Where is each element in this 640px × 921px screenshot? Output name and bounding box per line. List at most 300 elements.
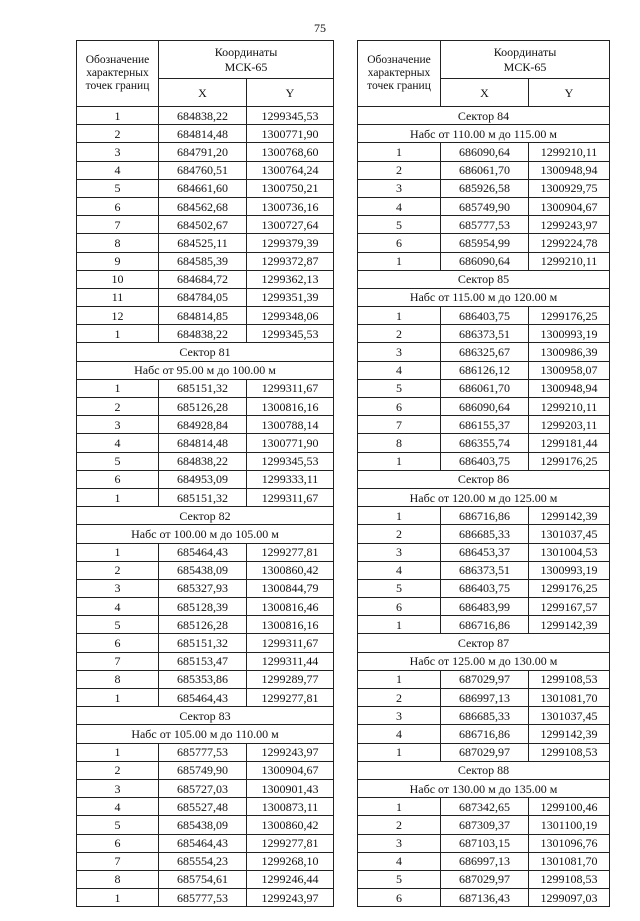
point-number: 4 [358, 361, 441, 379]
x-coordinate: 684525,11 [159, 234, 247, 252]
coordinates-table-right [357, 40, 610, 907]
table-row [358, 452, 610, 470]
table-row [358, 379, 610, 397]
section-label: Сектор 88 [358, 761, 610, 779]
point-number: 4 [358, 852, 441, 870]
x-coordinate: 684791,20 [159, 143, 247, 161]
table-row [358, 852, 610, 870]
point-number: 5 [77, 179, 159, 197]
y-coordinate: 1299277,81 [247, 834, 334, 852]
table-row [77, 107, 334, 125]
x-coordinate: 686373,51 [441, 325, 529, 343]
x-coordinate: 685749,90 [441, 197, 529, 215]
point-number: 6 [77, 470, 159, 488]
table-row [358, 307, 610, 325]
point-number: 8 [77, 670, 159, 688]
x-coordinate: 686403,75 [441, 452, 529, 470]
section-row [77, 343, 334, 361]
x-coordinate: 686997,13 [441, 852, 529, 870]
x-coordinate: 686716,86 [441, 616, 529, 634]
point-number: 3 [358, 343, 441, 361]
table-row [358, 343, 610, 361]
section-label: Сектор 86 [358, 470, 610, 488]
point-number: 6 [358, 234, 441, 252]
y-coordinate: 1299108,53 [529, 670, 610, 688]
point-number: 8 [77, 234, 159, 252]
table-row [77, 143, 334, 161]
table-row [358, 507, 610, 525]
section-row [358, 125, 610, 143]
point-number: 2 [358, 689, 441, 707]
point-number: 1 [358, 307, 441, 325]
y-coordinate: 1300727,64 [247, 216, 334, 234]
section-label: Набс от 110.00 м до 115.00 м [358, 125, 610, 143]
point-number: 1 [358, 507, 441, 525]
y-coordinate: 1299243,97 [247, 743, 334, 761]
x-coordinate: 684928,84 [159, 416, 247, 434]
y-coordinate: 1299243,97 [529, 216, 610, 234]
x-coordinate: 686685,33 [441, 707, 529, 725]
section-row [358, 652, 610, 670]
left-table-body [77, 107, 334, 907]
table-row [77, 270, 334, 288]
y-coordinate: 1300904,67 [247, 761, 334, 779]
point-number: 5 [358, 379, 441, 397]
y-coordinate: 1300993,19 [529, 325, 610, 343]
point-number: 4 [77, 598, 159, 616]
x-coordinate: 685153,47 [159, 652, 247, 670]
y-coordinate: 1299345,53 [247, 452, 334, 470]
section-label: Сектор 84 [358, 107, 610, 125]
table-row [77, 416, 334, 434]
table-row [77, 197, 334, 215]
point-number: 2 [77, 398, 159, 416]
x-coordinate: 685727,03 [159, 779, 247, 797]
point-number: 5 [77, 616, 159, 634]
section-row [358, 779, 610, 797]
x-coordinate: 684784,05 [159, 288, 247, 306]
x-coordinate: 686090,64 [441, 398, 529, 416]
y-coordinate: 1299289,77 [247, 670, 334, 688]
table-row [358, 707, 610, 725]
section-row [358, 288, 610, 306]
x-coordinate: 684814,48 [159, 434, 247, 452]
table-row [77, 161, 334, 179]
x-coordinate: 685464,43 [159, 543, 247, 561]
point-number: 2 [358, 816, 441, 834]
x-coordinate: 686090,64 [441, 252, 529, 270]
point-number: 1 [77, 379, 159, 397]
y-coordinate: 1299362,13 [247, 270, 334, 288]
section-label: Набс от 130.00 м до 135.00 м [358, 779, 610, 797]
y-coordinate: 1299351,39 [247, 288, 334, 306]
point-number: 8 [77, 870, 159, 888]
point-number: 3 [358, 179, 441, 197]
x-coordinate: 685754,61 [159, 870, 247, 888]
x-coordinate: 685464,43 [159, 834, 247, 852]
point-number: 2 [358, 325, 441, 343]
x-coordinate: 685128,39 [159, 598, 247, 616]
x-coordinate: 684661,60 [159, 179, 247, 197]
table-row [77, 816, 334, 834]
y-coordinate: 1301081,70 [529, 852, 610, 870]
y-coordinate: 1299097,03 [529, 889, 610, 907]
x-coordinate: 687103,15 [441, 834, 529, 852]
point-number: 1 [358, 252, 441, 270]
y-coordinate: 1299203,11 [529, 416, 610, 434]
point-number: 3 [77, 143, 159, 161]
point-number: 9 [77, 252, 159, 270]
coordinates-header [441, 41, 610, 79]
designation-header: Обозначение характерных точек границ [77, 41, 159, 107]
x-coordinate: 687309,37 [441, 816, 529, 834]
x-coordinate: 686090,64 [441, 143, 529, 161]
coordinates-title: Координаты [214, 44, 278, 59]
point-number: 11 [77, 288, 159, 306]
section-label: Набс от 120.00 м до 125.00 м [358, 488, 610, 506]
y-coordinate: 1299345,53 [247, 107, 334, 125]
table-row [77, 125, 334, 143]
table-row [358, 725, 610, 743]
y-coordinate: 1299333,11 [247, 470, 334, 488]
y-coordinate: 1300816,16 [247, 616, 334, 634]
y-coordinate: 1301100,19 [529, 816, 610, 834]
point-number: 6 [77, 834, 159, 852]
point-number: 3 [358, 707, 441, 725]
y-coordinate: 1301004,53 [529, 543, 610, 561]
table-row [77, 288, 334, 306]
y-coordinate: 1300993,19 [529, 561, 610, 579]
section-row [358, 270, 610, 288]
y-coordinate: 1299108,53 [529, 870, 610, 888]
section-label: Набс от 125.00 м до 130.00 м [358, 652, 610, 670]
table-row [77, 543, 334, 561]
table-row [358, 179, 610, 197]
y-coordinate: 1299142,39 [529, 507, 610, 525]
y-coordinate: 1301096,76 [529, 834, 610, 852]
table-row [77, 561, 334, 579]
x-coordinate: 686403,75 [441, 579, 529, 597]
point-number: 6 [358, 889, 441, 907]
x-coordinate: 685777,53 [159, 743, 247, 761]
point-number: 1 [358, 798, 441, 816]
y-coordinate: 1300736,16 [247, 197, 334, 215]
point-number: 10 [77, 270, 159, 288]
point-number: 1 [77, 107, 159, 125]
x-coordinate: 686061,70 [441, 379, 529, 397]
y-coordinate: 1299311,67 [247, 379, 334, 397]
point-number: 6 [77, 634, 159, 652]
page-number: 75 [314, 21, 326, 35]
table-row [358, 143, 610, 161]
point-number: 5 [77, 816, 159, 834]
table-row [77, 216, 334, 234]
x-coordinate: 685438,09 [159, 816, 247, 834]
x-coordinate: 685554,23 [159, 852, 247, 870]
y-coordinate: 1299142,39 [529, 725, 610, 743]
y-coordinate: 1299176,25 [529, 452, 610, 470]
x-coordinate: 687342,65 [441, 798, 529, 816]
section-label: Сектор 81 [77, 343, 334, 361]
y-coordinate: 1299372,87 [247, 252, 334, 270]
table-row [358, 216, 610, 234]
table-row [77, 670, 334, 688]
section-label: Сектор 85 [358, 270, 610, 288]
y-coordinate: 1300873,11 [247, 798, 334, 816]
x-coordinate: 685438,09 [159, 561, 247, 579]
x-coordinate: 684502,67 [159, 216, 247, 234]
section-row [77, 707, 334, 725]
table-row [358, 416, 610, 434]
y-coordinate: 1299142,39 [529, 616, 610, 634]
x-coordinate: 686685,33 [441, 525, 529, 543]
y-coordinate: 1300771,90 [247, 125, 334, 143]
point-number: 1 [77, 543, 159, 561]
point-number: 4 [77, 434, 159, 452]
x-coordinate: 686355,74 [441, 434, 529, 452]
table-row [77, 434, 334, 452]
y-coordinate: 1300768,60 [247, 143, 334, 161]
point-number: 5 [358, 870, 441, 888]
y-coordinate: 1299210,11 [529, 398, 610, 416]
point-number: 6 [358, 398, 441, 416]
table-row [77, 379, 334, 397]
x-coordinate: 685126,28 [159, 616, 247, 634]
x-coordinate: 686997,13 [441, 689, 529, 707]
table-row [77, 852, 334, 870]
y-coordinate: 1300986,39 [529, 343, 610, 361]
y-coordinate: 1299108,53 [529, 743, 610, 761]
table-row [358, 579, 610, 597]
table-row [77, 689, 334, 707]
x-coordinate: 684838,22 [159, 107, 247, 125]
section-label: Набс от 105.00 м до 110.00 м [77, 725, 334, 743]
x-coordinate: 685777,53 [159, 889, 247, 907]
x-coordinate: 685749,90 [159, 761, 247, 779]
section-row [358, 488, 610, 506]
coordinates-table-left [76, 40, 334, 907]
point-number: 1 [77, 689, 159, 707]
point-number: 8 [358, 434, 441, 452]
x-coordinate: 687136,43 [441, 889, 529, 907]
table-row [358, 161, 610, 179]
table-row [358, 561, 610, 579]
point-number: 1 [358, 452, 441, 470]
section-row [77, 507, 334, 525]
coordinate-system: МСК-65 [503, 59, 547, 74]
designation-header: Обозначение характерных точек границ [358, 41, 441, 107]
table-row [77, 779, 334, 797]
table-row [77, 634, 334, 652]
section-label: Сектор 83 [77, 707, 334, 725]
point-number: 5 [358, 579, 441, 597]
section-label: Сектор 82 [77, 507, 334, 525]
y-coordinate: 1299277,81 [247, 689, 334, 707]
table-row [77, 452, 334, 470]
y-coordinate: 1300860,42 [247, 816, 334, 834]
y-header: Y [529, 79, 610, 107]
section-row [358, 107, 610, 125]
table-row [77, 761, 334, 779]
y-coordinate: 1299246,44 [247, 870, 334, 888]
table-row [77, 325, 334, 343]
table-row [77, 234, 334, 252]
table-row [358, 598, 610, 616]
table-row [358, 870, 610, 888]
y-coordinate: 1299181,44 [529, 434, 610, 452]
table-row [77, 616, 334, 634]
point-number: 1 [77, 743, 159, 761]
y-coordinate: 1301037,45 [529, 707, 610, 725]
x-coordinate: 684760,51 [159, 161, 247, 179]
coordinates-title: Координаты [493, 44, 557, 59]
y-coordinate: 1300929,75 [529, 179, 610, 197]
table-row [358, 689, 610, 707]
x-header: X [441, 79, 529, 107]
point-number: 1 [77, 488, 159, 506]
coordinate-system: МСК-65 [224, 59, 268, 74]
table-row [77, 743, 334, 761]
table-row [77, 470, 334, 488]
x-coordinate: 686403,75 [441, 307, 529, 325]
section-row [77, 525, 334, 543]
table-row [77, 834, 334, 852]
table-row [358, 234, 610, 252]
y-coordinate: 1299243,97 [247, 889, 334, 907]
y-coordinate: 1301037,45 [529, 525, 610, 543]
point-number: 2 [77, 125, 159, 143]
x-coordinate: 685954,99 [441, 234, 529, 252]
y-coordinate: 1300904,67 [529, 197, 610, 215]
y-coordinate: 1300844,79 [247, 579, 334, 597]
point-number: 3 [77, 579, 159, 597]
y-coordinate: 1300860,42 [247, 561, 334, 579]
point-number: 1 [358, 143, 441, 161]
point-number: 7 [77, 216, 159, 234]
y-coordinate: 1299176,25 [529, 307, 610, 325]
table-row [358, 197, 610, 215]
x-coordinate: 685151,32 [159, 634, 247, 652]
y-coordinate: 1300948,94 [529, 161, 610, 179]
point-number: 2 [358, 525, 441, 543]
x-coordinate: 684953,09 [159, 470, 247, 488]
table-row [358, 798, 610, 816]
x-coordinate: 686126,12 [441, 361, 529, 379]
point-number: 3 [77, 779, 159, 797]
point-number: 4 [77, 161, 159, 179]
x-coordinate: 686061,70 [441, 161, 529, 179]
x-coordinate: 685527,48 [159, 798, 247, 816]
y-coordinate: 1299348,06 [247, 307, 334, 325]
x-coordinate: 686483,99 [441, 598, 529, 616]
table-row [358, 398, 610, 416]
table-row [77, 652, 334, 670]
x-coordinate: 685353,86 [159, 670, 247, 688]
section-label: Набс от 100.00 м до 105.00 м [77, 525, 334, 543]
x-coordinate: 685151,32 [159, 379, 247, 397]
point-number: 7 [358, 416, 441, 434]
y-coordinate: 1299311,67 [247, 634, 334, 652]
point-number: 6 [358, 598, 441, 616]
x-coordinate: 687029,97 [441, 743, 529, 761]
y-coordinate: 1300788,14 [247, 416, 334, 434]
table-row [77, 579, 334, 597]
table-row [358, 434, 610, 452]
y-coordinate: 1299277,81 [247, 543, 334, 561]
point-number: 1 [77, 325, 159, 343]
table-row [77, 488, 334, 506]
table-row [77, 307, 334, 325]
y-coordinate: 1300948,94 [529, 379, 610, 397]
section-row [358, 470, 610, 488]
x-coordinate: 684838,22 [159, 325, 247, 343]
table-row [77, 252, 334, 270]
right-table-body [358, 107, 610, 907]
table-row [77, 179, 334, 197]
x-coordinate: 685151,32 [159, 488, 247, 506]
x-coordinate: 684814,48 [159, 125, 247, 143]
y-coordinate: 1299176,25 [529, 579, 610, 597]
table-row [358, 743, 610, 761]
y-coordinate: 1299311,67 [247, 488, 334, 506]
point-number: 4 [77, 798, 159, 816]
table-row [358, 543, 610, 561]
section-row [77, 725, 334, 743]
section-label: Набс от 115.00 м до 120.00 м [358, 288, 610, 306]
x-coordinate: 684838,22 [159, 452, 247, 470]
point-number: 5 [358, 216, 441, 234]
point-number: 5 [77, 452, 159, 470]
y-coordinate: 1300816,46 [247, 598, 334, 616]
table-row [358, 834, 610, 852]
x-coordinate: 686453,37 [441, 543, 529, 561]
table-row [77, 598, 334, 616]
point-number: 4 [358, 561, 441, 579]
point-number: 12 [77, 307, 159, 325]
point-number: 1 [358, 616, 441, 634]
y-coordinate: 1301081,70 [529, 689, 610, 707]
section-row [77, 361, 334, 379]
y-coordinate: 1300750,21 [247, 179, 334, 197]
y-coordinate: 1299345,53 [247, 325, 334, 343]
section-label: Набс от 95.00 м до 100.00 м [77, 361, 334, 379]
table-row [77, 398, 334, 416]
x-coordinate: 685464,43 [159, 689, 247, 707]
y-coordinate: 1299224,78 [529, 234, 610, 252]
y-coordinate: 1299100,46 [529, 798, 610, 816]
point-number: 1 [358, 743, 441, 761]
x-coordinate: 686716,86 [441, 507, 529, 525]
table-row [358, 670, 610, 688]
x-coordinate: 686325,67 [441, 343, 529, 361]
x-coordinate: 687029,97 [441, 870, 529, 888]
y-coordinate: 1300958,07 [529, 361, 610, 379]
y-coordinate: 1300816,16 [247, 398, 334, 416]
x-coordinate: 686716,86 [441, 725, 529, 743]
table-row [77, 889, 334, 907]
x-coordinate: 685926,58 [441, 179, 529, 197]
section-row [358, 634, 610, 652]
table-row [358, 325, 610, 343]
point-number: 4 [358, 725, 441, 743]
y-coordinate: 1299379,39 [247, 234, 334, 252]
point-number: 2 [77, 561, 159, 579]
x-coordinate: 684814,85 [159, 307, 247, 325]
table-row [77, 870, 334, 888]
x-coordinate: 686155,37 [441, 416, 529, 434]
x-coordinate: 687029,97 [441, 670, 529, 688]
table-row [358, 816, 610, 834]
